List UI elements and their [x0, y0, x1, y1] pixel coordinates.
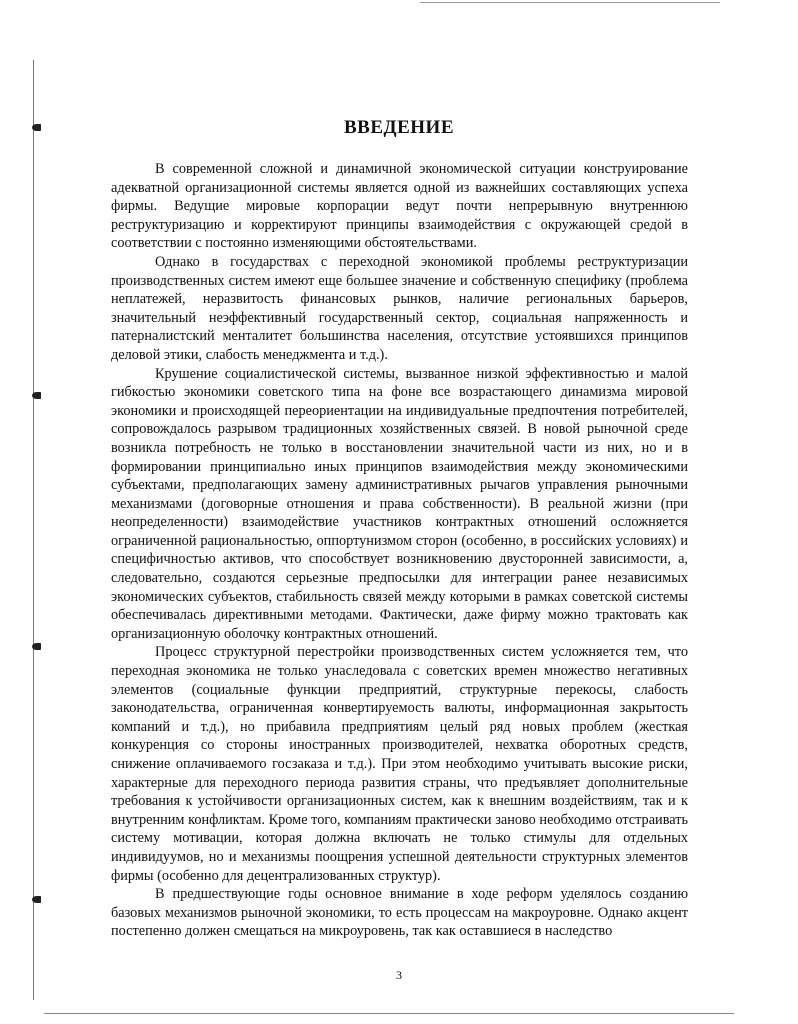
page-number: 3: [396, 968, 402, 982]
body-text: [111, 160, 688, 941]
paragraph: Однако в государствах с переходной экономикой проблемы реструктуризации производственных систем имеют еще большее значение и собственную специфику (проблема неплатежей, неразвитость финансовых рынков, наличие региональных барьеров, значительный неэффективный государственный сектор, социальная напряженность и патерналистский менталитет большинства населения, отсутствие устоявшихся принципов деловой этики, слабость менеджмента и т.д.).: [111, 253, 688, 363]
scan-edge-left: [33, 60, 34, 1000]
scan-edge-bottom: [44, 1013, 734, 1014]
paragraph: Процесс структурной перестройки производственных систем усложняется тем, что переходная экономика не только унаследовала с советских времен множество негативных элементов (социальные функции предприятий, структурные перекосы, слабость законодательства, ограниченная конвертируемость валюты, информационная закрытость компаний и т.д.), но прибавила предприятиям целый ряд новых проблем (жесткая конкуренция со стороны иностранных производителей, нехватка оборотных средств, снижение оплачиваемого госзаказа и т.д.). При этом необходимо учитывать высокие риски, характерные для переходного периода развития страны, что предъявляет дополнительные требования к устойчивости организационных систем, как к внешним воздействиям, так и к внутренним конфликтам. Кроме того, компаниям практически заново необходимо отстраивать систему мотивации, которая должна включать не только стимулы для отдельных индивидуумов, но и механизмы поощрения успешной деятельности структурных элементов фирмы (особенно для децентрализованных структур).: [111, 644, 688, 884]
page-title: ВВЕДЕНИЕ: [344, 117, 454, 138]
binding-hole-mark: [32, 643, 41, 650]
paragraph: Крушение социалистической системы, вызванное низкой эффективностью и малой гибкостью экономики советского типа на фоне все возрастающего динамизма мировой экономики и происходящей переориентации на индивидуальные предпочтения потребителей, сопровождалось разрывом традиционных хозяйственных связей. В новой рыночной среде возникла потребность не только в восстановлении значительной части из них, но и в формировании принципиально иных принципов взаимодействия между экономическими субъектами, предполагающих замену административных рычагов управления рыночными механизмами (договорные отношения и права собственности). В реальной жизни (при неопределенности) взаимодействие участников контрактных отношений осложняется ограниченной рациональностью, оппортунизмом сторон (особенно, в российских условиях) и специфичностью активов, что способствует возникновению двусторонней зависимости, а, следовательно, создаются серьезные предпосылки для интеграции ранее независимых экономических субъектов, стабильность связей между которыми в рамках советской системы обеспечивалась директивными методами. Фактически, даже фирму можно трактовать как организационную оболочку контрактных отношений.: [111, 365, 688, 642]
paragraph: В современной сложной и динамичной экономической ситуации конструирование адекватной организационной системы является одной из важнейших составляющих успеха фирмы. Ведущие мировые корпорации ведут почти непрерывную внутреннюю реструктуризацию и корректируют принципы взаимодействия с окружающей средой в соответствии с постоянно изменяющими обстоятельствами.: [111, 161, 688, 252]
binding-hole-mark: [32, 896, 41, 903]
paragraph: В предшествующие годы основное внимание в ходе реформ уделялось созданию базовых механизмов рыночной экономики, то есть процессам на макроуровне. Однако акцент постепенно должен смещаться на микроуровень, так как оставшиеся в наследство: [111, 886, 688, 940]
binding-hole-mark: [32, 392, 41, 399]
scan-edge-top: [420, 2, 720, 3]
